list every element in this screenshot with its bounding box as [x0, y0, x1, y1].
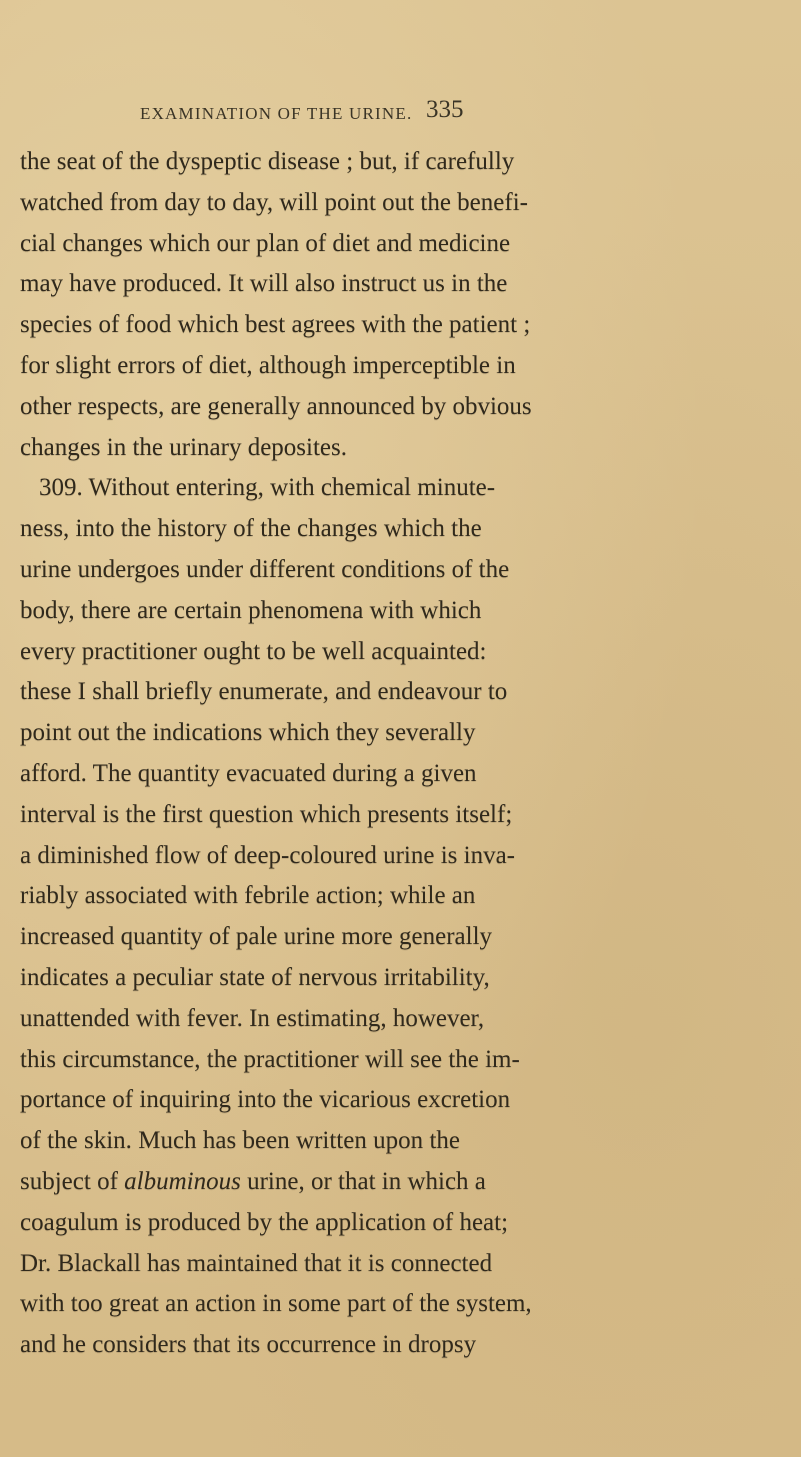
text-line: indicates a peculiar state of nervous irritability, — [20, 963, 490, 991]
text-line: of the skin. Much has been written upon the — [20, 1127, 460, 1155]
text-line: with too great an action in some part of the system, — [20, 1290, 532, 1318]
text-line: species of food which best agrees with the patient ; — [20, 311, 531, 339]
text-line: cial changes which our plan of diet and medicine — [20, 229, 511, 257]
text-line: ness, into the history of the changes which the — [20, 515, 482, 543]
text-line: riably associated with febrile action; while an — [20, 882, 476, 910]
text-line: watched from day to day, will point out the benefi- — [20, 188, 528, 216]
text-after-italic: urine, or that in which a — [240, 1167, 486, 1195]
text-line: these I shall briefly enumerate, and endeavour to — [20, 678, 508, 706]
text-before-italic: subject of — [20, 1167, 125, 1195]
text-line: other respects, are generally announced by obvious — [20, 392, 532, 420]
text-line: for slight errors of diet, although imperceptible in — [20, 351, 516, 379]
text-line: changes in the urinary deposites. — [20, 433, 347, 461]
text-line: interval is the first question which presents itself; — [20, 800, 513, 828]
text-line: coagulum is produced by the application of heat; — [20, 1208, 509, 1236]
text-line: body, there are certain phenomena with which — [20, 596, 482, 624]
text-line: increased quantity of pale urine more generally — [20, 923, 493, 951]
text-line: a diminished flow of deep-coloured urine is inva- — [20, 841, 515, 869]
text-line: may have produced. It will also instruct us in the — [20, 270, 508, 298]
text-line: portance of inquiring into the vicarious excretion — [20, 1086, 511, 1114]
paragraph-309-start: 309. Without entering, with chemical minute- — [39, 474, 496, 502]
body-text — [20, 142, 532, 1366]
text-line: unattended with fever. In estimating, however, — [20, 1004, 485, 1032]
text-line: point out the indications which they severally — [20, 719, 476, 747]
italic-term-albuminous: albuminous — [124, 1167, 241, 1195]
text-line: every practitioner ought to be well acquainted: — [20, 637, 487, 665]
text-line: this circumstance, the practitioner will see the im- — [20, 1045, 520, 1073]
running-head-title: EXAMINATION OF THE URINE. — [140, 104, 413, 123]
text-line-albuminous — [20, 1162, 486, 1203]
page-number: 335 — [426, 96, 464, 123]
text-line: urine undergoes under different conditions of the — [20, 555, 510, 583]
text-line: the seat of the dyspeptic disease ; but, if carefully — [20, 148, 515, 175]
text-line: afford. The quantity evacuated during a given — [20, 759, 477, 787]
text-line: Dr. Blackall has maintained that it is connected — [20, 1249, 493, 1277]
text-line: and he considers that its occurrence in dropsy — [20, 1331, 477, 1359]
